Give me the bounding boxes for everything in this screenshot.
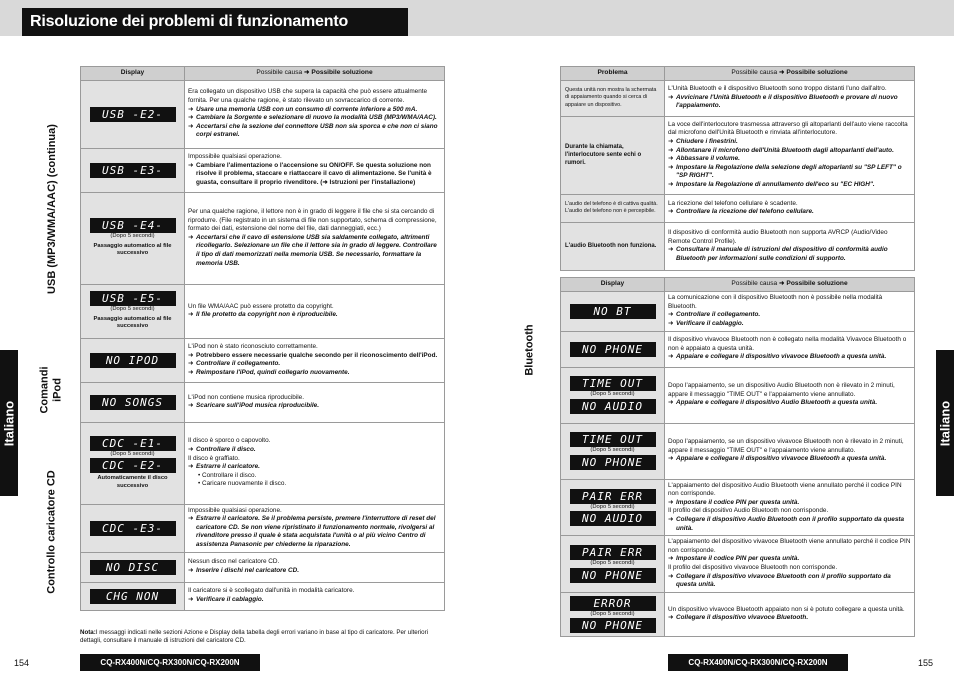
- cause-text: Impossibile qualsiasi operazione.: [188, 506, 282, 514]
- solution-text: Impostare il codice PIN per questa unità.: [676, 555, 800, 563]
- section-label-usb: USB (MP3/WMA/AAC) (continua): [46, 124, 58, 294]
- bullet-text: • Controllare il disco.: [198, 471, 257, 479]
- arrow-icon: ➜: [188, 351, 194, 359]
- solution-item: [188, 162, 441, 188]
- cause-solution-cell: [665, 423, 915, 479]
- arrow-icon: ➜: [668, 319, 674, 327]
- solution-text: Controllare il collegamento.: [196, 360, 281, 368]
- page-title: Risoluzione dei problemi di funzionamento (continua): [22, 8, 408, 36]
- arrow-icon: ➜: [668, 163, 674, 171]
- solution-text: Collegare il dispositivo Audio Bluetooth con il profilo supportato da questa unità.: [676, 515, 905, 532]
- lcd-display: NO SONGS: [90, 395, 176, 410]
- solution-text: Inserire i dischi nel caricatore CD.: [196, 567, 300, 575]
- arrow-icon: ➜: [668, 498, 674, 506]
- cause-text: Un file WMA/AAC può essere protetto da copyright.: [188, 302, 334, 310]
- solution-item: [668, 573, 911, 590]
- side-tab-left: Italiano: [0, 350, 18, 496]
- table-row: [561, 536, 915, 593]
- cause-text: L'iPod non contiene musica riproducibile.: [188, 393, 304, 401]
- solution-item: [188, 234, 441, 268]
- cause-solution-cell: [185, 382, 445, 422]
- lcd-display: NO IPOD: [90, 353, 176, 368]
- arrow-icon: ➜: [668, 137, 674, 145]
- lcd-display: USB -E2-: [90, 107, 176, 122]
- problem-text: Questa unità non mostra la schermata di appaiamento quando si cerca di appaiare un dispositivo.: [565, 86, 657, 108]
- cause-solution-cell: [185, 80, 445, 148]
- lcd-display: PAIR ERR: [570, 489, 656, 504]
- solution-text: Controllare il disco.: [196, 445, 256, 453]
- display-cell: [81, 382, 185, 422]
- cause-solution-cell: [665, 479, 915, 536]
- problem-text: L'audio Bluetooth non funziona.: [565, 243, 657, 250]
- lcd-display: CDC -E2-: [90, 458, 176, 473]
- display-cell: [561, 423, 665, 479]
- cause-solution-cell: [665, 367, 915, 423]
- arrow-icon: ➜: [668, 572, 674, 580]
- display-cell: [561, 331, 665, 367]
- arrow-icon: ➜: [188, 515, 194, 523]
- cause-text: Impossibile qualsiasi operazione.: [188, 152, 282, 160]
- solution-text: Allontanare il microfono dell'Unità Bluetooth dagli altoparlanti dell'auto.: [676, 146, 894, 154]
- cause-text: Nessun disco nel caricatore CD.: [188, 558, 280, 566]
- solution-item: [188, 123, 441, 140]
- arrow-icon: ➜: [668, 399, 674, 407]
- solution-item: [668, 94, 911, 111]
- after-5-seconds: (Dopo 5 secondi): [590, 503, 635, 510]
- cause-text: L'appaiamento del dispositivo vivavoce Bluetooth viene annullato perché il codice PIN non corrisponde.: [668, 538, 911, 554]
- arrow-icon: ➜: [668, 208, 674, 216]
- solution-text: Usare una memoria USB con un consumo di corrente inferiore a 500 mA.: [196, 105, 418, 113]
- table-row: [561, 331, 915, 367]
- solution-item: [188, 402, 441, 411]
- problem-cell: [561, 194, 665, 222]
- arrow-icon: ➜: [188, 105, 194, 113]
- lcd-display: NO PHONE: [570, 568, 656, 583]
- table-row: [561, 423, 915, 479]
- bullet-text: • Caricare nuovamente il disco.: [198, 480, 287, 488]
- lcd-display: CHG NON: [90, 589, 176, 604]
- solution-item: [668, 320, 911, 329]
- display-cell: [81, 552, 185, 582]
- lcd-display: USB -E3-: [90, 163, 176, 178]
- cause-solution-cell: [665, 194, 915, 222]
- solution-item: [188, 106, 441, 115]
- arrow-icon: ➜: [188, 445, 194, 453]
- cause-solution-cell: [665, 331, 915, 367]
- problem-cell: [561, 222, 665, 270]
- right-display-table: [560, 277, 915, 637]
- arrow-icon: ➜: [188, 567, 194, 575]
- solution-item: [668, 353, 911, 362]
- side-tab-right: Italiano: [936, 350, 954, 496]
- display-cell: [561, 536, 665, 593]
- arrow-icon: ➜: [188, 311, 194, 319]
- solution-item: [668, 455, 911, 464]
- table-row: [561, 592, 915, 636]
- lcd-display: TIME OUT: [570, 432, 656, 447]
- table-row: [561, 116, 915, 194]
- arrow-icon: ➜: [188, 233, 194, 241]
- solution-item: [188, 360, 441, 369]
- cause-solution-cell: [665, 592, 915, 636]
- cause-solution-cell: [665, 536, 915, 593]
- display-cell: [81, 504, 185, 552]
- solution-item: [188, 515, 441, 549]
- table-row: [81, 148, 445, 192]
- display-cell: [561, 479, 665, 536]
- cause-text: La voce dell'interlocutore trasmessa attraverso gli altoparlanti dell'auto viene raccolta dal microfono dell'Unità Bluetooth e rinviata all'interlocutore.: [668, 120, 908, 137]
- arrow-icon: ➜: [188, 122, 194, 130]
- table-row: [81, 552, 445, 582]
- display-cell: [561, 367, 665, 423]
- solution-text: Cambiare la Sorgente e selezionare di nuovo la modalità USB (MP3/WMA/AAC).: [196, 114, 437, 122]
- solution-text: Appaiare e collegare il dispositivo vivavoce Bluetooth a questa unità.: [676, 353, 887, 361]
- cause-solution-cell: [185, 192, 445, 284]
- problem-cell: [561, 116, 665, 194]
- solution-item: [188, 369, 441, 378]
- solution-text: Impostare la Regolazione di annullamento dell'eco su "EC HIGH".: [676, 180, 875, 188]
- arrow-icon: ➜: [668, 93, 674, 101]
- cause-text: Il disco è sporco o capovolto.: [188, 437, 271, 445]
- solution-item: [668, 555, 911, 564]
- table-row: [561, 291, 915, 331]
- lcd-display: NO PHONE: [570, 618, 656, 633]
- cause-solution-cell: [665, 116, 915, 194]
- solution-text: Accertarsi che la sezione del connettore USB non sia sporca e che non ci siano corpi estranei.: [196, 122, 438, 139]
- table-row: [81, 80, 445, 148]
- cause-solution-cell: [185, 148, 445, 192]
- arrow-icon: ➜: [668, 155, 674, 163]
- lcd-display: NO DISC: [90, 560, 176, 575]
- auto-next-note: Passaggio automatico al file successivo: [93, 315, 172, 330]
- solution-item: [668, 208, 911, 217]
- display-cell: [81, 284, 185, 338]
- cause-solution-cell: [185, 504, 445, 552]
- solution-text: Reimpostare l'iPod, quindi collegarlo nuovamente.: [196, 368, 350, 376]
- cause-text: Per una qualche ragione, il lettore non è in grado di leggere il file che si sta cercando di riprodurre. (File registrato in un sistema di file non supportato, schema di compressione, formato dei dati, estensione del nome del file, dati danneggiati, ecc.): [188, 208, 437, 233]
- cause-text: Il profilo del dispositivo Audio Bluetooth non corrisponde.: [668, 507, 829, 515]
- display-cell: [81, 148, 185, 192]
- solution-text: Scaricare sull'iPod musica riproducibile.: [196, 402, 319, 410]
- display-cell: [561, 592, 665, 636]
- solution-text: Appaiare e collegare il dispositivo vivavoce Bluetooth a questa unità.: [676, 455, 887, 463]
- left-note: Nota:I messaggi indicati nelle sezioni Azione e Display della tabella degli errori variano in base al tipo di caricatore. Per ulteriori dettagli, consultare il manuale di istruzioni del caricatore CD.: [80, 629, 429, 644]
- table-row: [561, 80, 915, 116]
- cause-text: Il dispositivo di conformità audio Bluetooth non supporta AVRCP (Audio/Video Remote Control Profile).: [668, 228, 888, 245]
- cause-text: La comunicazione con il dispositivo Bluetooth non è possibile nella modalità Bluetooth.: [668, 293, 883, 310]
- lcd-display: NO BT: [570, 304, 656, 319]
- lcd-display: NO PHONE: [570, 455, 656, 470]
- solution-item: [668, 246, 911, 263]
- problem-text: Durante la chiamata, l'interlocutore sente echi o rumori.: [565, 144, 642, 167]
- solution-item: [668, 614, 911, 623]
- arrow-icon: ➜: [188, 114, 194, 122]
- cause-solution-cell: [665, 291, 915, 331]
- cause-solution-cell: [665, 80, 915, 116]
- solution-item: [188, 352, 441, 361]
- solution-item: [188, 114, 441, 123]
- cause-solution-cell: [185, 582, 445, 610]
- section-label-ipod: Comandi iPod: [39, 366, 64, 414]
- cause-solution-cell: [665, 222, 915, 270]
- solution-item: [668, 164, 911, 181]
- lcd-display: NO AUDIO: [570, 399, 656, 414]
- display-cell: [81, 192, 185, 284]
- after-5-seconds: (Dopo 5 secondi): [590, 560, 635, 567]
- cause-text: L'Unità Bluetooth e il dispositivo Bluetooth sono troppo distanti l'uno dall'altro.: [668, 85, 887, 93]
- after-5-seconds: (Dopo 5 secondi): [590, 610, 635, 617]
- lcd-display: TIME OUT: [570, 376, 656, 391]
- arrow-icon: ➜: [668, 555, 674, 563]
- solution-item: [188, 596, 441, 605]
- header-cause-solution: Possibile causa ➜ Possibile soluzione: [185, 67, 445, 81]
- solution-item: [668, 499, 911, 508]
- table-row: [81, 284, 445, 338]
- cause-text: Il disco è graffiato.: [188, 454, 240, 462]
- problem-text: L'audio del telefono è di cattiva qualità. L'audio del telefono non è percepibile.: [565, 200, 658, 215]
- solution-text: Abbassare il volume.: [676, 155, 740, 163]
- cause-solution-cell: [185, 422, 445, 504]
- table-row: [561, 222, 915, 270]
- arrow-icon: ➜: [668, 455, 674, 463]
- arrow-icon: ➜: [668, 311, 674, 319]
- arrow-icon: ➜: [668, 614, 674, 622]
- cause-text: Il caricatore si è scollegato dall'unità in modalità caricatore.: [188, 587, 355, 595]
- solution-item: [188, 446, 441, 455]
- after-5-seconds: (Dopo 5 secondi): [110, 233, 155, 240]
- after-5-seconds: (Dopo 5 secondi): [110, 306, 155, 313]
- table-row: [81, 504, 445, 552]
- solution-item: [668, 516, 911, 533]
- table-row: [561, 479, 915, 536]
- solution-item: [188, 311, 441, 320]
- auto-next-note: Automaticamente il disco successivo: [97, 475, 168, 489]
- table-row: [561, 367, 915, 423]
- cause-text: Il dispositivo vivavoce Bluetooth non è collegato nella modalità Vivavoce Bluetooth o non è appaiato a questa unità.: [668, 336, 907, 352]
- model-footer-left: CQ-RX400N/CQ-RX300N/CQ-RX200N: [80, 654, 260, 671]
- solution-text: Cambiare l'alimentazione o l'accensione su ON/OFF. Se questa soluzione non risolve il problema, staccare e riattaccare il cavo di alimentazione. Se l'unità è guasta, consultare il proprio rivenditore. (➜ Istruzioni per l'installazione): [196, 161, 432, 186]
- auto-next-note: Passaggio automatico al file successivo: [93, 242, 172, 257]
- lcd-display: CDC -E1-: [90, 436, 176, 451]
- solution-item: [188, 463, 441, 472]
- table-row: [81, 582, 445, 610]
- lcd-display: NO AUDIO: [570, 511, 656, 526]
- table-row: [81, 338, 445, 382]
- cause-text: La ricezione del telefono cellulare è scadente.: [668, 199, 798, 207]
- header-problem: Problema: [561, 67, 665, 81]
- display-cell: [81, 338, 185, 382]
- table-row: [81, 192, 445, 284]
- solution-text: Accertarsi che il cavo di estensione USB sia saldamente collegato, altrimenti ricollegarlo. Selezionare un file che il lettore sia in grado di leggere. Controllare il tipo di dati memorizzati nella memoria USB. Se necessario, formattare la memoria USB.: [196, 233, 437, 267]
- problem-cell: [561, 80, 665, 116]
- display-cell: [81, 422, 185, 504]
- arrow-icon: ➜: [188, 402, 194, 410]
- solution-text: Collegare il dispositivo vivavoce Bluetooth.: [676, 614, 809, 622]
- table-row: [561, 194, 915, 222]
- solution-item: [668, 311, 911, 320]
- arrow-icon: ➜: [668, 246, 674, 254]
- solution-text: Verificare il cablaggio.: [196, 596, 264, 604]
- arrow-icon: ➜: [188, 368, 194, 376]
- header-display: Display: [81, 67, 185, 81]
- lcd-display: ERROR: [570, 596, 656, 611]
- arrow-icon: ➜: [668, 146, 674, 154]
- after-5-seconds: (Dopo 5 secondi): [110, 450, 155, 457]
- page-number-left: 154: [14, 658, 30, 668]
- page-number-right: 155: [918, 658, 934, 668]
- solution-text: Controllare il collegamento.: [676, 311, 761, 319]
- solution-item: [668, 155, 911, 164]
- table-row: [81, 422, 445, 504]
- solution-text: Potrebbero essere necessarie qualche secondo per il riconoscimento dell'iPod.: [196, 351, 438, 359]
- solution-text: Collegare il dispositivo vivavoce Bluetooth con il profilo supportato da questa unità.: [676, 572, 891, 589]
- cause-text: Dopo l'appaiamento, se un dispositivo vivavoce Bluetooth non è rilevato in 2 minuti, appare il messaggio "TIME OUT" e l'appaiamento viene annullato.: [668, 438, 904, 454]
- cause-text: L'appaiamento del dispositivo Audio Bluetooth viene annullato perché il codice PIN non corrisponde.: [668, 481, 902, 498]
- header-cause-solution: Possibile causa ➜ Possibile soluzione: [665, 67, 915, 81]
- left-error-table: [80, 66, 445, 611]
- solution-text: Chiudere i finestrini.: [676, 137, 738, 145]
- cause-text: Un dispositivo vivavoce Bluetooth appaiato non si è potuto collegare a questa unità.: [668, 605, 905, 613]
- right-problem-table: [560, 66, 915, 271]
- arrow-icon: ➜: [668, 180, 674, 188]
- lcd-display: NO PHONE: [570, 342, 656, 357]
- after-5-seconds: (Dopo 5 secondi): [590, 447, 635, 454]
- arrow-icon: ➜: [668, 515, 674, 523]
- solution-item: [668, 147, 911, 156]
- cause-solution-cell: [185, 552, 445, 582]
- arrow-icon: ➜: [668, 353, 674, 361]
- solution-item: [188, 567, 441, 576]
- solution-text: Estrarre il caricatore.: [196, 463, 260, 471]
- solution-item: [668, 181, 911, 190]
- section-label-bluetooth: Bluetooth: [524, 324, 537, 376]
- cause-text: Il profilo del dispositivo vivavoce Bluetooth non corrisponde.: [668, 563, 838, 571]
- arrow-icon: ➜: [188, 596, 194, 604]
- solution-text: Impostare la Regolazione della selezione degli altoparlanti su "SP LEFT" o "SP RIGHT".: [676, 163, 902, 180]
- cause-solution-cell: [185, 284, 445, 338]
- arrow-icon: ➜: [188, 463, 194, 471]
- header-cause-solution: Possibile causa ➜ Possibile soluzione: [665, 278, 915, 292]
- header-display: Display: [561, 278, 665, 292]
- solution-text: Estrarre il caricatore. Se il problema persiste, premere l'interruttore di reset del caricatore CD. Se non viene ripristinato il funzionamento normale, rivolgersi al rivenditore presso il quale è stata acquistata l'unità o al più vicino Centro di assistenza Panasonic per chiederne la riparazione.: [196, 515, 436, 548]
- cause-text: L'iPod non è stato riconosciuto correttamente.: [188, 342, 318, 350]
- solution-text: Appaiare e collegare il dispositivo Audio Bluetooth a questa unità.: [676, 399, 878, 407]
- solution-item: [668, 138, 911, 147]
- lcd-display: PAIR ERR: [570, 545, 656, 560]
- solution-text: Controllare la ricezione del telefono cellulare.: [676, 208, 814, 216]
- lcd-display: USB -E5-: [90, 291, 176, 306]
- cause-text: Era collegato un dispositivo USB che supera la capacità che può essere attualmente fornita. Per una qualche ragione, è stato rilevato un sovraccarico di corrente.: [188, 88, 428, 104]
- cause-solution-cell: [185, 338, 445, 382]
- solution-text: Verificare il cablaggio.: [676, 319, 744, 327]
- section-label-cd: Controllo caricatore CD: [46, 470, 58, 594]
- solution-text: Il file protetto da copyright non è riproducibile.: [196, 311, 338, 319]
- after-5-seconds: (Dopo 5 secondi): [590, 391, 635, 398]
- table-row: [81, 382, 445, 422]
- solution-text: Consultare il manuale di istruzioni del dispositivo di conformità audio Bluetooth per informazioni sulle condizioni di supporto.: [676, 246, 888, 262]
- solution-text: Impostare il codice PIN per questa unità.: [676, 498, 800, 506]
- solution-text: Avvicinare l'Unità Bluetooth e il dispositivo Bluetooth e provare di nuovo l'appaiamento.: [676, 93, 898, 110]
- arrow-icon: ➜: [188, 360, 194, 368]
- cause-text: Dopo l'appaiamento, se un dispositivo Audio Bluetooth non è rilevato in 2 minuti, appare il messaggio "TIME OUT" e l'appaiamento viene annullato.: [668, 382, 895, 398]
- solution-item: [668, 399, 911, 408]
- model-footer-right: CQ-RX400N/CQ-RX300N/CQ-RX200N: [668, 654, 848, 671]
- display-cell: [81, 80, 185, 148]
- display-cell: [561, 291, 665, 331]
- arrow-icon: ➜: [188, 161, 194, 169]
- lcd-display: CDC -E3-: [90, 521, 176, 536]
- display-cell: [81, 582, 185, 610]
- lcd-display: USB -E4-: [90, 218, 176, 233]
